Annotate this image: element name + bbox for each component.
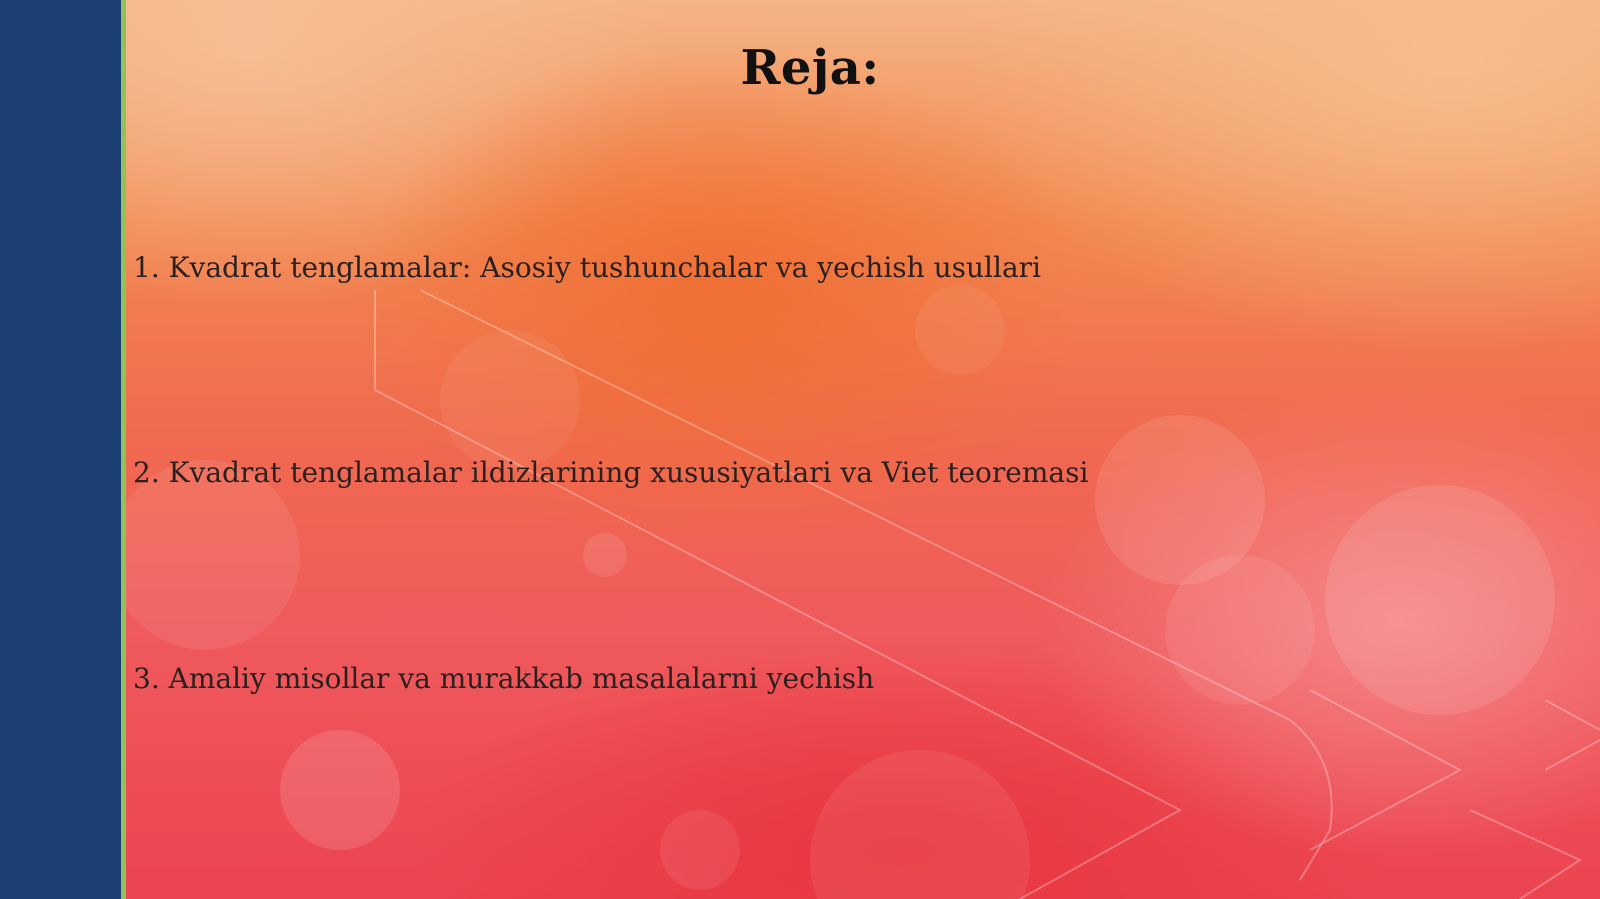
plan-item-2: 2. Kvadrat tenglamalar ildizlarining xususiyatlari va Viet teoremasi [133, 456, 1089, 489]
plan-item-3: 3. Amaliy misollar va murakkab masalalarni yechish [133, 662, 875, 695]
sidebar-accent-bar [0, 0, 126, 899]
slide-title: Reja: [740, 40, 880, 96]
plan-item-1: 1. Kvadrat tenglamalar: Asosiy tushunchalar va yechish usullari [133, 251, 1041, 284]
